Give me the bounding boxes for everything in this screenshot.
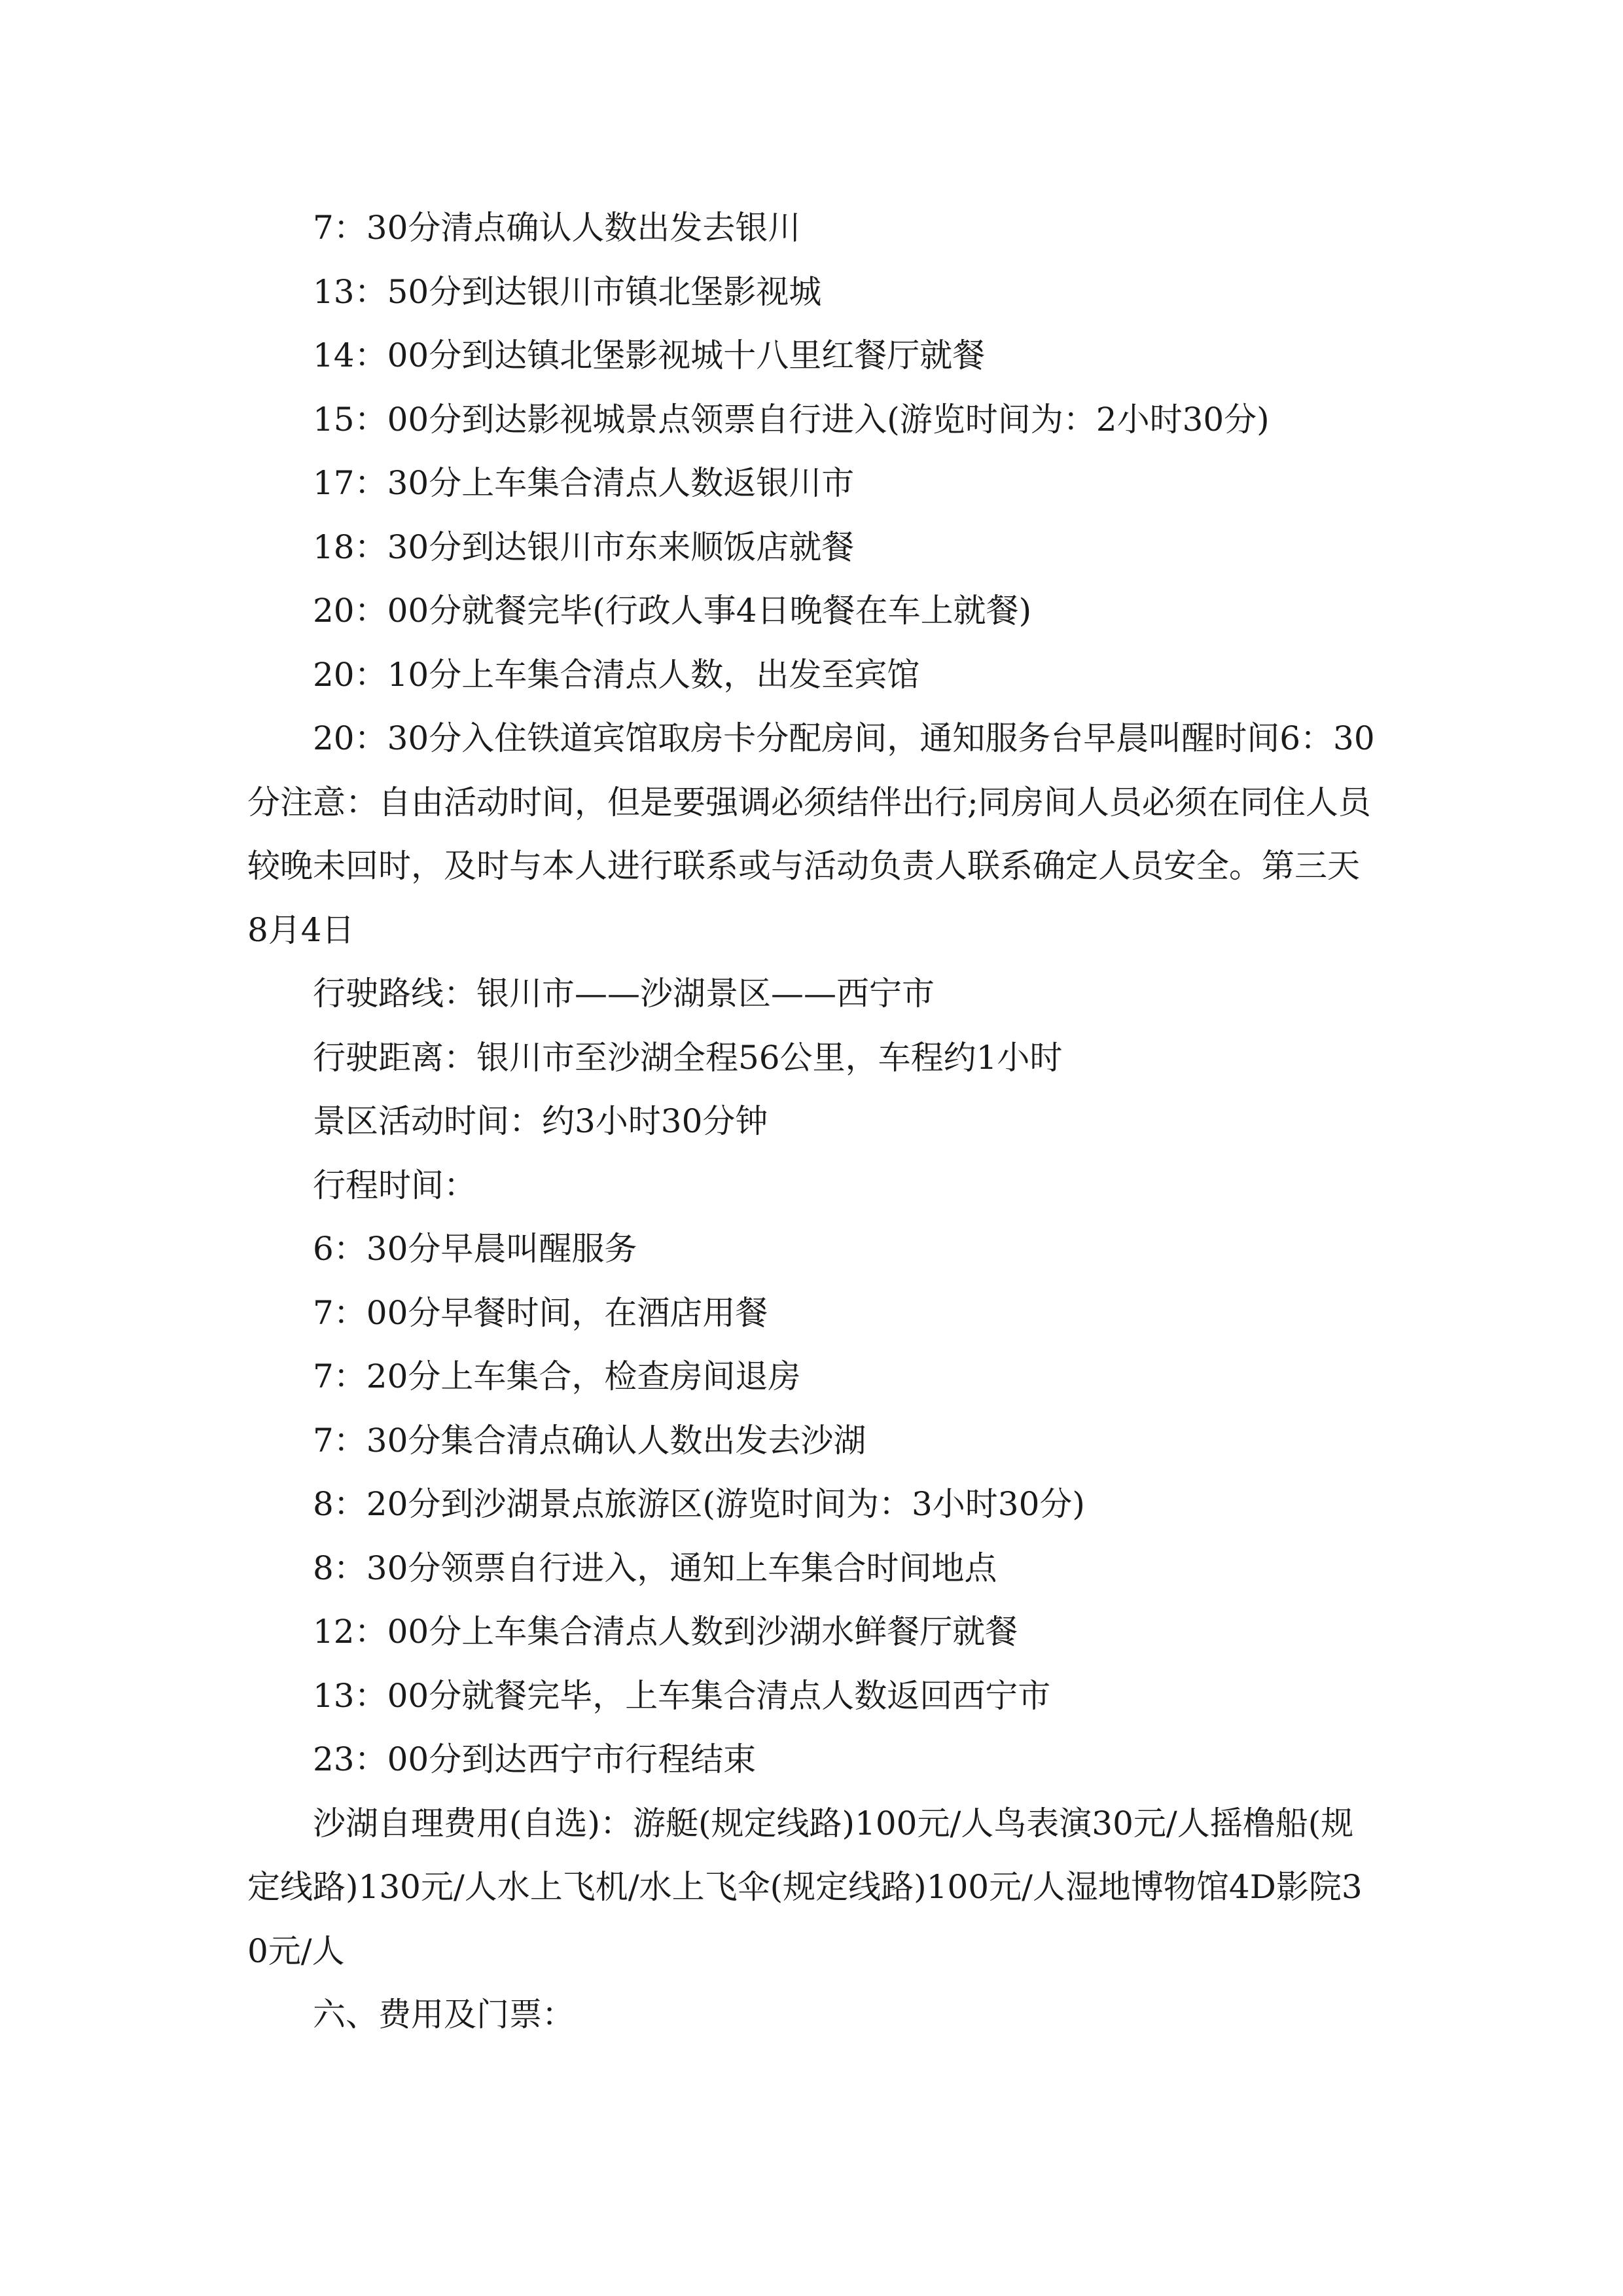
paragraph: 行驶路线：银川市——沙湖景区——西宁市 xyxy=(313,975,935,1013)
paragraph: 7：20分上车集合，检查房间退房 xyxy=(313,1357,801,1395)
paragraph: 行驶距离：银川市至沙湖全程56公里，车程约1小时 xyxy=(313,1038,1063,1077)
paragraph: 7：30分清点确认人数出发去银川 xyxy=(313,209,801,247)
document-page xyxy=(247,196,1380,2047)
paragraph: 13：00分就餐完毕，上车集合清点人数返回西宁市 xyxy=(313,1676,1051,1715)
paragraph: 13：50分到达银川市镇北堡影视城 xyxy=(313,272,822,311)
paragraph: 15：00分到达影视城景点领票自行进入(游览时间为：2小时30分) xyxy=(313,400,1270,439)
paragraph: 14：00分到达镇北堡影视城十八里红餐厅就餐 xyxy=(313,336,986,374)
paragraph: 8：20分到沙湖景点旅游区(游览时间为：3小时30分) xyxy=(313,1485,1085,1523)
paragraph: 7：00分早餐时间，在酒店用餐 xyxy=(313,1293,768,1332)
paragraph: 18：30分到达银川市东来顺饭店就餐 xyxy=(313,528,855,566)
paragraph: 17：30分上车集合清点人数返银川市 xyxy=(313,464,855,502)
paragraph: 行程时间： xyxy=(313,1166,476,1204)
paragraph: 7：30分集合清点确认人数出发去沙湖 xyxy=(313,1421,866,1460)
paragraph: 20：30分入住铁道宾馆取房卡分配房间，通知服务台早晨叫醒时间6：30分注意：自由活动时间，但是要强调必须结伴出行;同房间人员必须在同住人员较晚未回时，及时与本人进行联系或与活动负责人联系确定人员安全。第三天8月4日 xyxy=(247,719,1375,949)
paragraph: 12：00分上车集合清点人数到沙湖水鲜餐厅就餐 xyxy=(313,1613,1018,1651)
paragraph: 8：30分领票自行进入，通知上车集合时间地点 xyxy=(313,1549,997,1587)
paragraph: 沙湖自理费用(自选)：游艇(规定线路)100元/人鸟表演30元/人摇橹船(规定线路)130元/人水上飞机/水上飞伞(规定线路)100元/人湿地博物馆4D影院30元/人 xyxy=(247,1804,1363,1970)
paragraph: 20：10分上车集合清点人数，出发至宾馆 xyxy=(313,655,920,694)
paragraph: 景区活动时间：约3小时30分钟 xyxy=(313,1102,768,1140)
paragraph: 六、费用及门票： xyxy=(313,1996,575,2034)
paragraph: 23：00分到达西宁市行程结束 xyxy=(313,1740,757,1778)
paragraph: 6：30分早晨叫醒服务 xyxy=(313,1230,637,1268)
paragraph: 20：00分就餐完毕(行政人事4日晚餐在车上就餐) xyxy=(313,592,1032,630)
